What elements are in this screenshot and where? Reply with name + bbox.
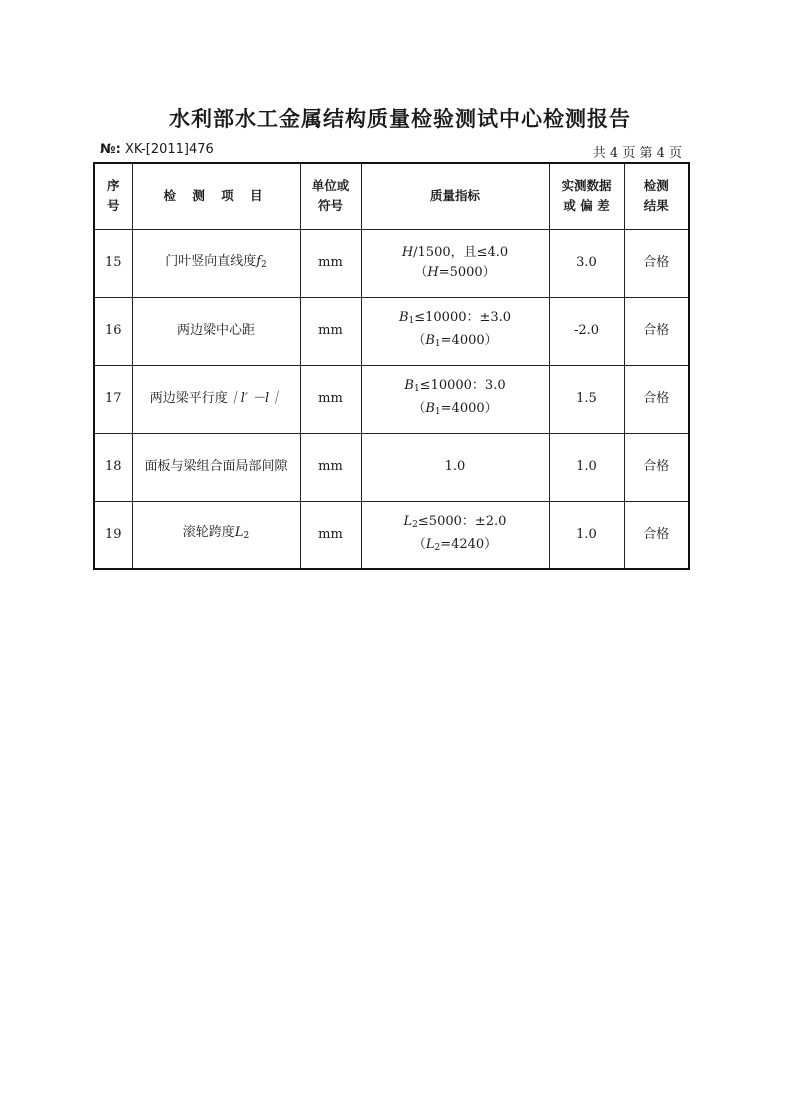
table-header-row xyxy=(94,163,689,229)
cell-item: 两边梁中心距 xyxy=(132,297,300,365)
report-meta xyxy=(100,142,682,162)
col-header-item: 检 测 项 目 xyxy=(132,163,300,229)
cell-seq: 15 xyxy=(94,229,132,297)
col-header-measured: 实测数据 或 偏 差 xyxy=(549,163,624,229)
cell-seq: 18 xyxy=(94,433,132,501)
report-number-value: XK-[2011]476 xyxy=(124,142,214,157)
report-number-label: №: xyxy=(100,142,121,157)
cell-result: 合格 xyxy=(624,297,689,365)
cell-unit: mm xyxy=(300,365,361,433)
cell-result: 合格 xyxy=(624,501,689,569)
cell-seq: 19 xyxy=(94,501,132,569)
cell-spec: H/1500，且≤4.0 （H=5000） xyxy=(361,229,549,297)
table-row xyxy=(94,365,689,433)
col-header-seq: 序 号 xyxy=(94,163,132,229)
cell-seq: 16 xyxy=(94,297,132,365)
cell-seq: 17 xyxy=(94,365,132,433)
page-info: 共 4 页 第 4 页 xyxy=(592,146,682,161)
table-row xyxy=(94,297,689,365)
cell-unit: mm xyxy=(300,501,361,569)
report-title: 水利部水工金属结构质量检验测试中心检测报告 xyxy=(169,107,631,131)
cell-unit: mm xyxy=(300,297,361,365)
report-number xyxy=(100,142,214,157)
cell-measured: 1.0 xyxy=(549,501,624,569)
cell-unit: mm xyxy=(300,229,361,297)
cell-measured: 3.0 xyxy=(549,229,624,297)
cell-unit: mm xyxy=(300,433,361,501)
cell-spec: $B_1\le 10000$：3.0 $(B_1=4000)$ xyxy=(361,365,549,433)
table-row xyxy=(94,433,689,501)
col-header-spec: 质量指标 xyxy=(361,163,549,229)
table-row xyxy=(94,229,689,297)
inspection-table xyxy=(93,162,690,570)
cell-spec: 1.0 xyxy=(361,433,549,501)
cell-item: 两边梁平行度｜l′ －l｜ xyxy=(132,365,300,433)
cell-item: 滚轮跨度$L_2$ xyxy=(132,501,300,569)
cell-measured: 1.5 xyxy=(549,365,624,433)
cell-result: 合格 xyxy=(624,229,689,297)
col-header-result: 检测 结果 xyxy=(624,163,689,229)
cell-measured: 1.0 xyxy=(549,433,624,501)
table-row xyxy=(94,501,689,569)
cell-spec: $B_1\le 10000$：±3.0 $(B_1=4000)$ xyxy=(361,297,549,365)
cell-measured: -2.0 xyxy=(549,297,624,365)
cell-result: 合格 xyxy=(624,433,689,501)
cell-spec: $L_2\le 5000$：±2.0 $(L_2=4240)$ xyxy=(361,501,549,569)
cell-result: 合格 xyxy=(624,365,689,433)
col-header-unit: 单位或 符号 xyxy=(300,163,361,229)
cell-item: 门叶竖向直线度$f_2$ xyxy=(132,229,300,297)
cell-item: 面板与梁组合面局部间隙 xyxy=(132,433,300,501)
